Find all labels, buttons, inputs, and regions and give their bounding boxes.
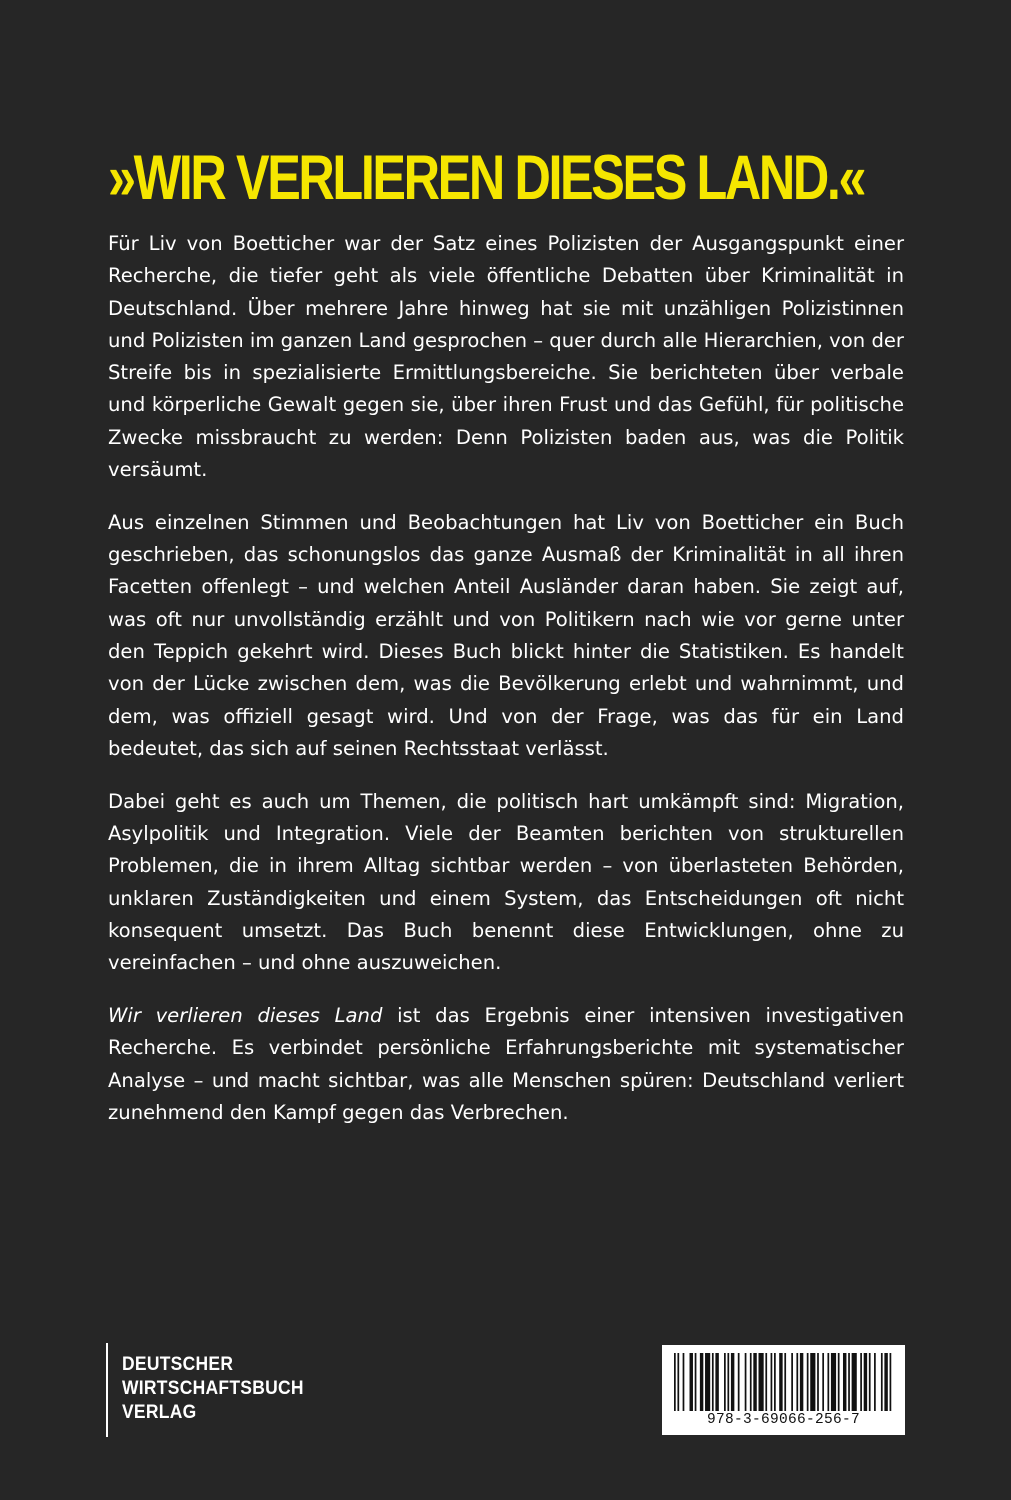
barcode-bar xyxy=(779,1353,782,1411)
barcode-bars-icon xyxy=(674,1353,893,1411)
publisher-line-3: VERLAG xyxy=(122,1402,197,1423)
isbn-number: 978-3-69066-256-7 xyxy=(706,1412,861,1428)
headline-quote: »WIR VERLIEREN DIESES LAND.« xyxy=(108,143,865,213)
blurb-paragraph-2: Aus einzelnen Stimmen und Beobachtungen hat Liv von Boetticher ein Buch geschrieben, das schonungslos das ganze Ausmaß der Kriminalität in all ihren Facetten offenlegt – und welchen Anteil Ausländer daran haben. Sie zeigt auf, was oft nur unvollständig erzählt und von Politikern nach wie vor gerne unter den Teppich gekehrt wird. Dieses Buch blickt hinter die Statistiken. Es handelt von der Lücke zwischen dem, was die Bevölkerung erlebt und wahrnimmt, und dem, was offiziell gesagt wird. Und von der Frage, was das für ein Land bedeutet, das sich auf seinen Rechtsstaat verlässt. xyxy=(108,510,904,760)
barcode-bar xyxy=(796,1353,798,1411)
barcode-bar xyxy=(874,1353,876,1411)
publisher-line-1: DEUTSCHER xyxy=(122,1354,234,1375)
barcode-bar xyxy=(745,1353,747,1411)
isbn-barcode xyxy=(662,1345,905,1435)
barcode-bar xyxy=(831,1353,836,1411)
blurb-paragraph-4-text: ist das Ergebnis einer intensiven investigativen Recherche. Es verbindet persönliche Erfahrungsberichte mit systematischer Analyse – und macht sichtbar, was alle Menschen spüren: Deutschland verliert zunehmend den Kampf gegen das Verbrechen. xyxy=(108,1004,905,1124)
barcode-bar xyxy=(881,1353,883,1411)
barcode-bar xyxy=(724,1353,726,1411)
barcode-bar xyxy=(731,1353,734,1411)
barcode-bar xyxy=(848,1353,850,1411)
barcode-bar xyxy=(843,1353,846,1411)
barcode-bar xyxy=(864,1353,867,1411)
barcode-bar xyxy=(690,1353,693,1411)
publisher-logo xyxy=(106,1343,320,1437)
publisher-line-2: WIRTSCHAFTSBUCH xyxy=(122,1378,304,1399)
blurb-text xyxy=(108,228,904,1150)
barcode-bar xyxy=(674,1353,676,1411)
barcode-bar xyxy=(884,1353,887,1411)
barcode-bar xyxy=(822,1353,824,1411)
barcode-bar xyxy=(817,1353,819,1411)
barcode-bar xyxy=(838,1353,840,1411)
barcode-bar xyxy=(774,1353,776,1411)
barcode-bar xyxy=(791,1353,793,1411)
barcode-bar xyxy=(712,1353,714,1411)
barcode-bar xyxy=(677,1353,679,1411)
barcode-bar xyxy=(860,1353,862,1411)
blurb-paragraph-1: Für Liv von Boetticher war der Satz eines Polizisten der Ausgangspunkt einer Recherche, die tiefer geht als viele öffentliche Debatten über Kriminalität in Deutschland. Über mehrere Jahre hinweg hat sie mit unzähligen Polizistinnen und Polizisten im ganzen Land gesprochen – quer durch alle Hierarchien, von der Streife bis in spezialisierte Ermittlungsbereiche. Sie berichteten über verbale und körperliche Gewalt gegen sie, über ihren Frust und das Gefühl, für politische Zwecke missbraucht zu werden: Denn Polizisten baden aus, was die Politik versäumt. xyxy=(108,232,904,482)
barcode-bar xyxy=(869,1353,871,1411)
book-title-italic: Wir verlieren dieses Land xyxy=(108,1004,383,1028)
barcode-bar xyxy=(807,1353,809,1411)
barcode-bar xyxy=(738,1353,740,1411)
barcode-bar xyxy=(753,1353,756,1411)
barcode-bar xyxy=(765,1353,767,1411)
barcode-bar xyxy=(695,1353,697,1411)
barcode-bar xyxy=(705,1353,710,1411)
barcode-bar xyxy=(771,1353,773,1411)
barcode-bar xyxy=(715,1353,718,1411)
barcode-bar xyxy=(759,1353,764,1411)
barcode-bar xyxy=(852,1353,857,1411)
barcode-bar xyxy=(890,1353,892,1411)
blurb-paragraph-4 xyxy=(108,1000,904,1129)
barcode-bar xyxy=(810,1353,815,1411)
barcode-bar xyxy=(750,1353,752,1411)
barcode-bar xyxy=(784,1353,786,1411)
barcode-bar xyxy=(827,1353,829,1411)
barcode-bar xyxy=(700,1353,703,1411)
barcode-bar xyxy=(727,1353,729,1411)
barcode-bar xyxy=(800,1353,803,1411)
blurb-paragraph-3: Dabei geht es auch um Themen, die politisch hart umkämpft sind: Migration, Asylpolitik und Integration. Viele der Beamten berichten von strukturellen Problemen, die in ihrem Alltag sichtbar werden – von überlasteten Behörden, unklaren Zuständigkeiten und einem System, das Entscheidungen oft nicht konsequent umsetzt. Das Buch benennt diese Entwicklungen, ohne zu vereinfachen – und ohne auszuweichen. xyxy=(108,789,904,975)
barcode-bar xyxy=(683,1353,685,1411)
